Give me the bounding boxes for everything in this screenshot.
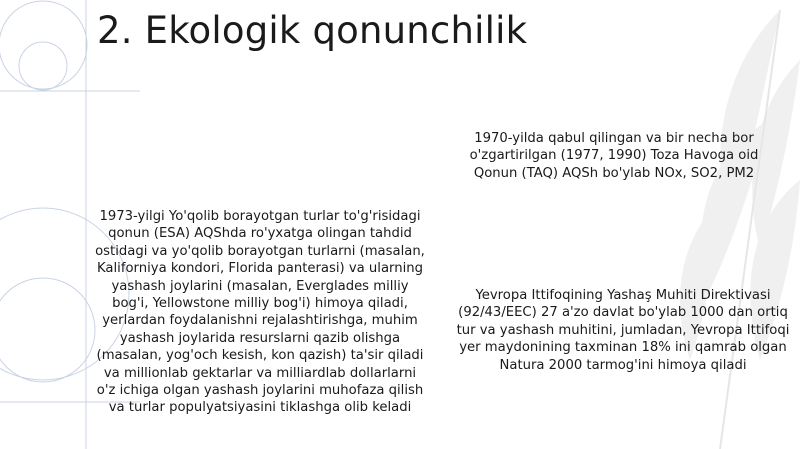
slide-title: 2. Ekologik qonunchilik (97, 9, 528, 52)
decor-circle (0, 1, 87, 89)
clean-air-act-paragraph: 1970-yilda qabul qilingan va bir necha bor o'zgartirilgan (1977, 1990) Toza Havoga oid Qonun (TAQ) AQSh bo'ylab NOx, SO2, PM2 (469, 131, 759, 181)
decor-circle (0, 278, 95, 382)
eu-habitats-directive-paragraph: Yevropa Ittifoqining Yashaş Muhiti Direktivasi (92/43/EEC) 27 a'zo davlat bo'ylab 1000 dan ortiq tur va yashash muhitini, jumladan, Yevropa Ittifoqi yer maydonining taxminan 18% ini qamrab olgan Natura 2000 tarmog'ini himoya qiladi (456, 288, 790, 373)
endangered-species-act-paragraph: 1973-yilgi Yo'qolib borayotgan turlar to'g'risidagi qonun (ESA) AQShda ro'yxatga olingan tahdid ostidagi va yo'qolib borayotgan turlarni (masalan, Kaliforniya kondori, Florida panterasi) va ularning yashash joylarini (masalan, Everglades milliy bog'i, Yellowstone milliy bog'i) himoya qiladi, yerlardan foydalanishni rejalashtirishga, muhim yashash joylarida resurslarni qazib olishga (masalan, yog'och kesish, kon qazish) ta'sir qiladi va millionlab gektarlar va milliardlab dollarlarni o'z ichiga olgan yashash joylarini muhofaza qilish va turlar populyatsiyasini tiklashga olib keladi (95, 209, 425, 416)
leaf-watermark (610, 0, 800, 449)
decor-circle (19, 42, 67, 90)
